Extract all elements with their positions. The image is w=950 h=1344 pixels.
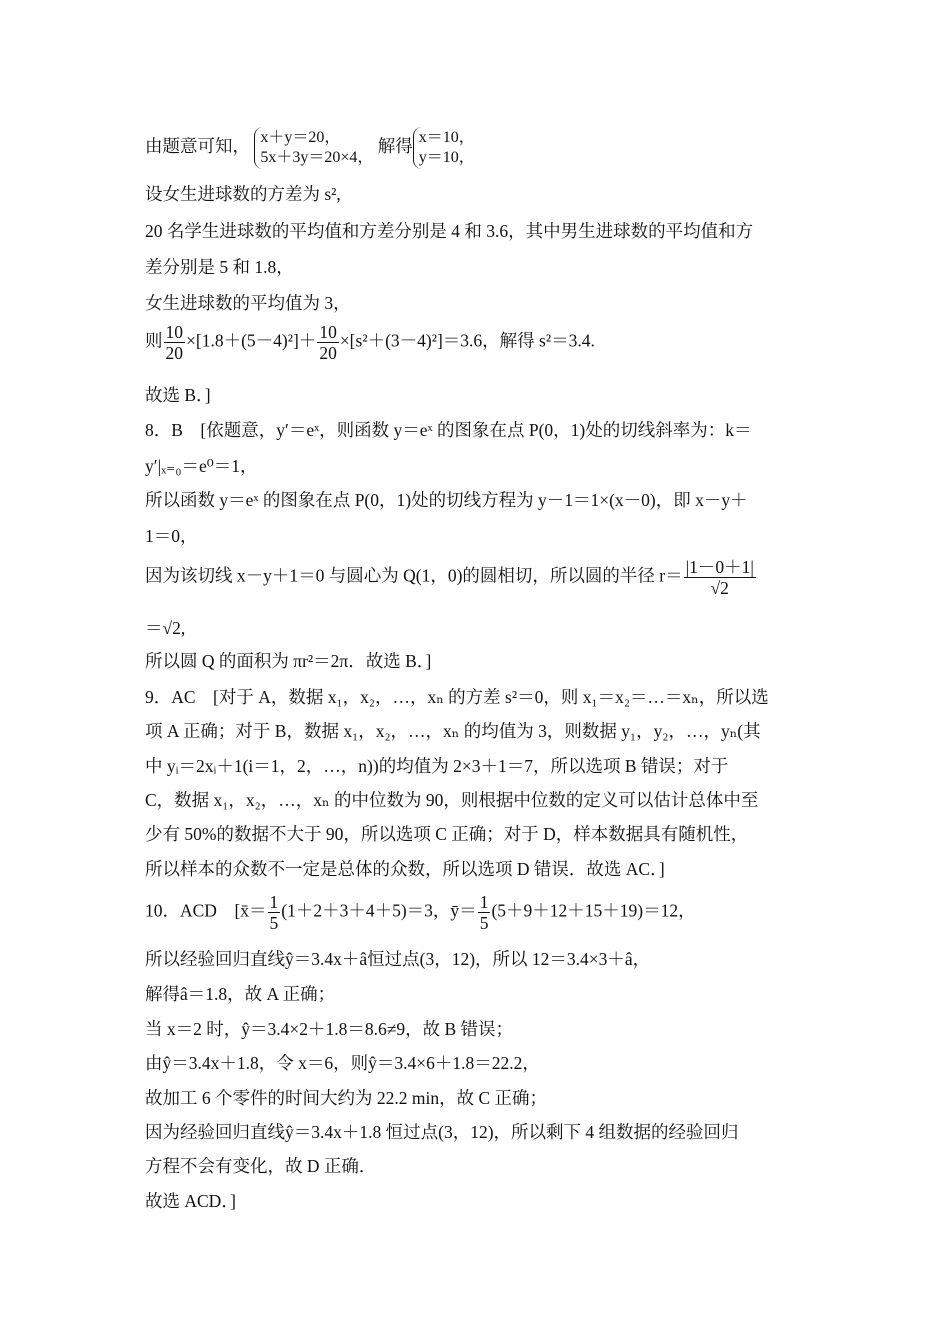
text-line: C，数据 x₁，x₂，…，xₙ 的中位数为 90，则根据中位数的定义可以估计总体中至 — [145, 790, 759, 810]
equation-row: y＝10， — [418, 149, 475, 166]
line-system — [145, 127, 475, 169]
text-line: 8．B [依题意，y′＝eˣ，则函数 y＝eˣ 的图象在点 P(0，1)处的切线斜率为：k＝ — [145, 420, 752, 440]
fraction-numerator: 10 — [319, 322, 337, 342]
text-line: y′|ₓ₌₀＝e⁰＝1， — [145, 456, 258, 476]
fraction-denominator: 20 — [165, 343, 183, 363]
text-run: (5＋9＋12＋15＋19)＝12， — [491, 900, 696, 921]
text-line: 故加工 6 个零件的时间大约为 22.2 min，故 C 正确； — [145, 1088, 548, 1108]
fraction-denominator: 5 — [479, 913, 489, 933]
fraction — [317, 322, 339, 363]
fraction — [164, 322, 186, 363]
text-line: 所以函数 y＝eˣ 的图象在点 P(0，1)处的切线方程为 y－1＝1×(x－0)，即 x－y＋ — [145, 490, 748, 510]
fraction — [478, 892, 491, 933]
fraction — [684, 557, 756, 598]
text-line: 20 名学生进球数的平均值和方差分别是 4 和 3.6，其中男生进球数的平均值和方 — [145, 221, 754, 241]
text-line: 因为经验回归直线ŷ＝3.4x＋1.8 恒过点(3，12)，所以剩下 4 组数据的经验回归 — [145, 1122, 739, 1142]
text-line: ＝√2, — [145, 618, 186, 638]
text-run: 解得 — [377, 136, 413, 157]
fraction-numerator: 1 — [479, 892, 489, 912]
fraction — [268, 892, 281, 933]
fraction-numerator: 1 — [269, 892, 279, 912]
text-line: 差分别是 5 和 1.8， — [145, 257, 294, 277]
text-run: ×[s²＋(3－4)²]＝3.6，解得 s²＝3.4. — [339, 330, 595, 351]
text-line: 少有 50%的数据不大于 90，所以选项 C 正确；对于 D，样本数据具有随机性， — [145, 824, 749, 844]
fraction-denominator: 20 — [319, 343, 337, 363]
text-run: (1＋2＋3＋4＋5)＝3，ȳ＝ — [281, 900, 477, 921]
text-line: 中 yᵢ＝2xᵢ＋1(i＝1，2，…，n))的均值为 2×3＋1＝7，所以选项 B 错误；对于 — [145, 756, 729, 776]
fraction-numerator: 10 — [165, 322, 183, 342]
text-line: 设女生进球数的方差为 s², — [145, 184, 341, 204]
text-run: 10．ACD [x̄＝ — [145, 900, 267, 921]
text-run: 由题意可知， — [145, 136, 250, 157]
text-line: 1＝0， — [145, 526, 198, 546]
equation-row: 5x＋3y＝20×4， — [260, 149, 374, 166]
text-run: 因为该切线 x－y＋1＝0 与圆心为 Q(1，0)的圆相切，所以圆的半径 r＝ — [145, 565, 683, 586]
text-run: 则 — [145, 330, 163, 351]
text-line: 所以圆 Q 的面积为 πr²＝2π．故选 B．] — [145, 651, 432, 671]
text-line: 项 A 正确；对于 B，数据 x₁，x₂，…，xₙ 的均值为 3，则数据 y₁，y₂，…，yₙ(其 — [145, 721, 761, 741]
text-line: 所以样本的众数不一定是总体的众数，所以选项 D 错误．故选 AC．] — [145, 859, 665, 879]
fraction-denominator: 5 — [269, 913, 279, 933]
text-line: 方程不会有变化，故 D 正确． — [145, 1156, 377, 1176]
text-line: 故选 B．] — [145, 385, 211, 405]
line-means — [145, 892, 696, 933]
text-line: 所以经验回归直线ŷ＝3.4x＋â恒过点(3，12)，所以 12＝3.4×3＋â， — [145, 949, 651, 969]
text-line: 解得â＝1.8，故 A 正确； — [145, 984, 336, 1004]
solution-system — [413, 127, 475, 169]
equation-row: x＝10， — [418, 129, 475, 146]
equation-system — [254, 127, 373, 169]
text-line: 由ŷ＝3.4x＋1.8，令 x＝6，则ŷ＝3.4×6＋1.8＝22.2， — [145, 1053, 540, 1073]
text-line: 故选 ACD．] — [145, 1191, 236, 1211]
text-line: 9．AC [对于 A，数据 x₁，x₂，…，xₙ 的方差 s²＝0，则 x₁＝x₂＝…＝xₙ，所以选 — [145, 687, 769, 707]
fraction-numerator: |1－0＋1| — [685, 557, 754, 577]
line-radius — [145, 557, 757, 598]
text-line: 当 x＝2 时，ŷ＝3.4×2＋1.8＝8.6≠9，故 B 错误； — [145, 1019, 514, 1039]
text-line: 女生进球数的平均值为 3， — [145, 293, 351, 313]
fraction-denominator: √2 — [710, 578, 729, 598]
line-variance-equation — [145, 322, 595, 363]
equation-row: x＋y＝20， — [260, 129, 341, 146]
text-run: ×[1.8＋(5－4)²]＋ — [186, 330, 317, 351]
